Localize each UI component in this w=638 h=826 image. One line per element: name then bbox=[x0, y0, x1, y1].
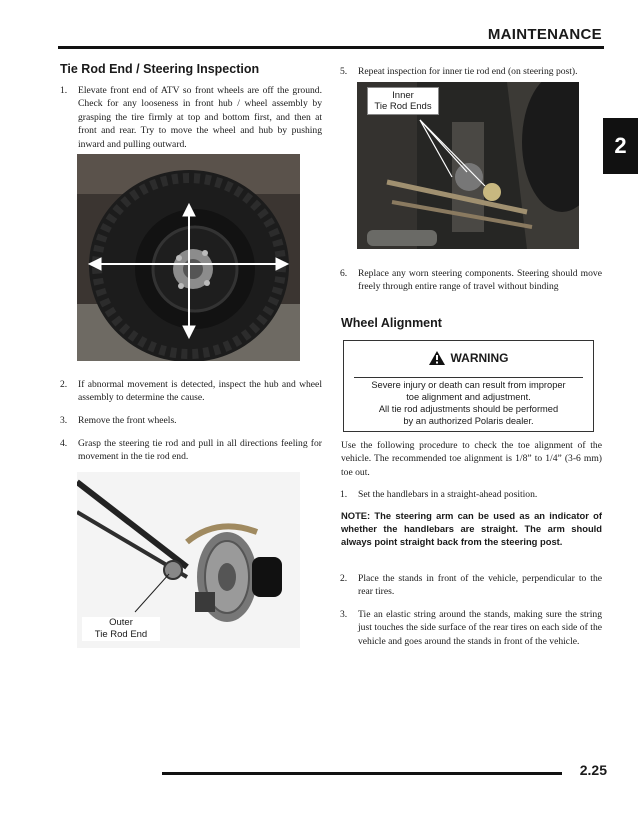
step-text: If abnormal movement is detected, inspect the hub and wheel assembly to determine the cause. bbox=[78, 379, 322, 404]
step-text: Tie an elastic string around the stands, making sure the string just touches the side surface of the rear tires on each side of the vehicle and goes around the stands in front of the vehicle. bbox=[358, 609, 602, 647]
warning-triangle-icon bbox=[429, 351, 445, 365]
warning-line: Severe injury or death can result from improper bbox=[371, 380, 566, 390]
header-rule bbox=[58, 46, 604, 49]
step-number: 3. bbox=[60, 415, 68, 426]
alignment-step-2 bbox=[340, 572, 602, 599]
alignment-step-3 bbox=[340, 608, 602, 648]
warning-line: by an authorized Polaris dealer. bbox=[403, 416, 534, 426]
label-inner-tie-rods bbox=[367, 87, 439, 115]
step-1 bbox=[60, 84, 322, 151]
step-number: 3. bbox=[340, 609, 348, 620]
step-number: 2. bbox=[340, 573, 348, 584]
label-line: Outer bbox=[109, 617, 133, 628]
label-line: Inner bbox=[392, 90, 414, 101]
wheel-illustration bbox=[77, 154, 300, 361]
alignment-intro bbox=[341, 439, 602, 479]
footer-rule bbox=[162, 772, 562, 775]
heading-tie-rod-inspection: Tie Rod End / Steering Inspection bbox=[60, 62, 260, 76]
step-4 bbox=[60, 437, 322, 464]
warning-divider bbox=[354, 377, 583, 378]
step-text: Elevate front end of ATV so front wheels are off the ground. Check for any looseness in front hub / wheel assembly by grasping the tire firmly at top and bottom first, and then at front and rear. Try to move the wheel and hub by pushing inward and pulling outward. bbox=[78, 85, 322, 150]
step-text: Place the stands in front of the vehicle, perpendicular to the rear tires. bbox=[358, 573, 602, 598]
warning-title: WARNING bbox=[450, 351, 509, 365]
step-6 bbox=[340, 267, 602, 294]
step-number: 6. bbox=[340, 268, 348, 279]
warning-line: All tie rod adjustments should be performed bbox=[378, 404, 559, 414]
chapter-tab: 2 bbox=[603, 118, 638, 174]
warning-line: toe alignment and adjustment. bbox=[406, 392, 531, 402]
step-text: Remove the front wheels. bbox=[78, 415, 177, 426]
step-3 bbox=[60, 414, 322, 427]
step-text: Grasp the steering tie rod and pull in all directions feeling for movement in the tie rod end. bbox=[78, 438, 322, 463]
warning-box bbox=[343, 340, 594, 432]
step-number: 1. bbox=[340, 489, 348, 500]
note-steering-arm: NOTE: The steering arm can be used as an indicator of whether the handlebars are straight. The arm should always point straight back from the steering post. bbox=[341, 510, 602, 547]
step-number: 2. bbox=[60, 379, 68, 390]
photo-front-wheel bbox=[77, 154, 300, 361]
warning-header bbox=[344, 341, 593, 375]
heading-wheel-alignment: Wheel Alignment bbox=[341, 316, 442, 330]
step-number: 4. bbox=[60, 438, 68, 449]
step-text: Set the handlebars in a straight-ahead position. bbox=[358, 489, 538, 500]
alignment-step-1 bbox=[340, 488, 602, 501]
intro-text: Use the following procedure to check the toe alignment of the vehicle. The recommended toe alignment is 1/8” to 1/4” (3-6 mm) toe out. bbox=[341, 440, 602, 478]
section-title: MAINTENANCE bbox=[487, 26, 602, 43]
step-number: 5. bbox=[340, 66, 348, 77]
step-text: Repeat inspection for inner tie rod end (on steering post). bbox=[358, 66, 578, 77]
step-2 bbox=[60, 378, 322, 405]
step-5 bbox=[340, 65, 602, 78]
step-text: Replace any worn steering components. Steering should move freely through entire range of travel without binding bbox=[358, 268, 602, 293]
step-number: 1. bbox=[60, 85, 68, 96]
label-outer-tie-rod bbox=[82, 617, 160, 641]
label-line: Tie Rod Ends bbox=[374, 101, 432, 112]
warning-text bbox=[344, 379, 593, 427]
label-line: Tie Rod End bbox=[94, 629, 148, 640]
page-number: 2.25 bbox=[579, 762, 607, 778]
